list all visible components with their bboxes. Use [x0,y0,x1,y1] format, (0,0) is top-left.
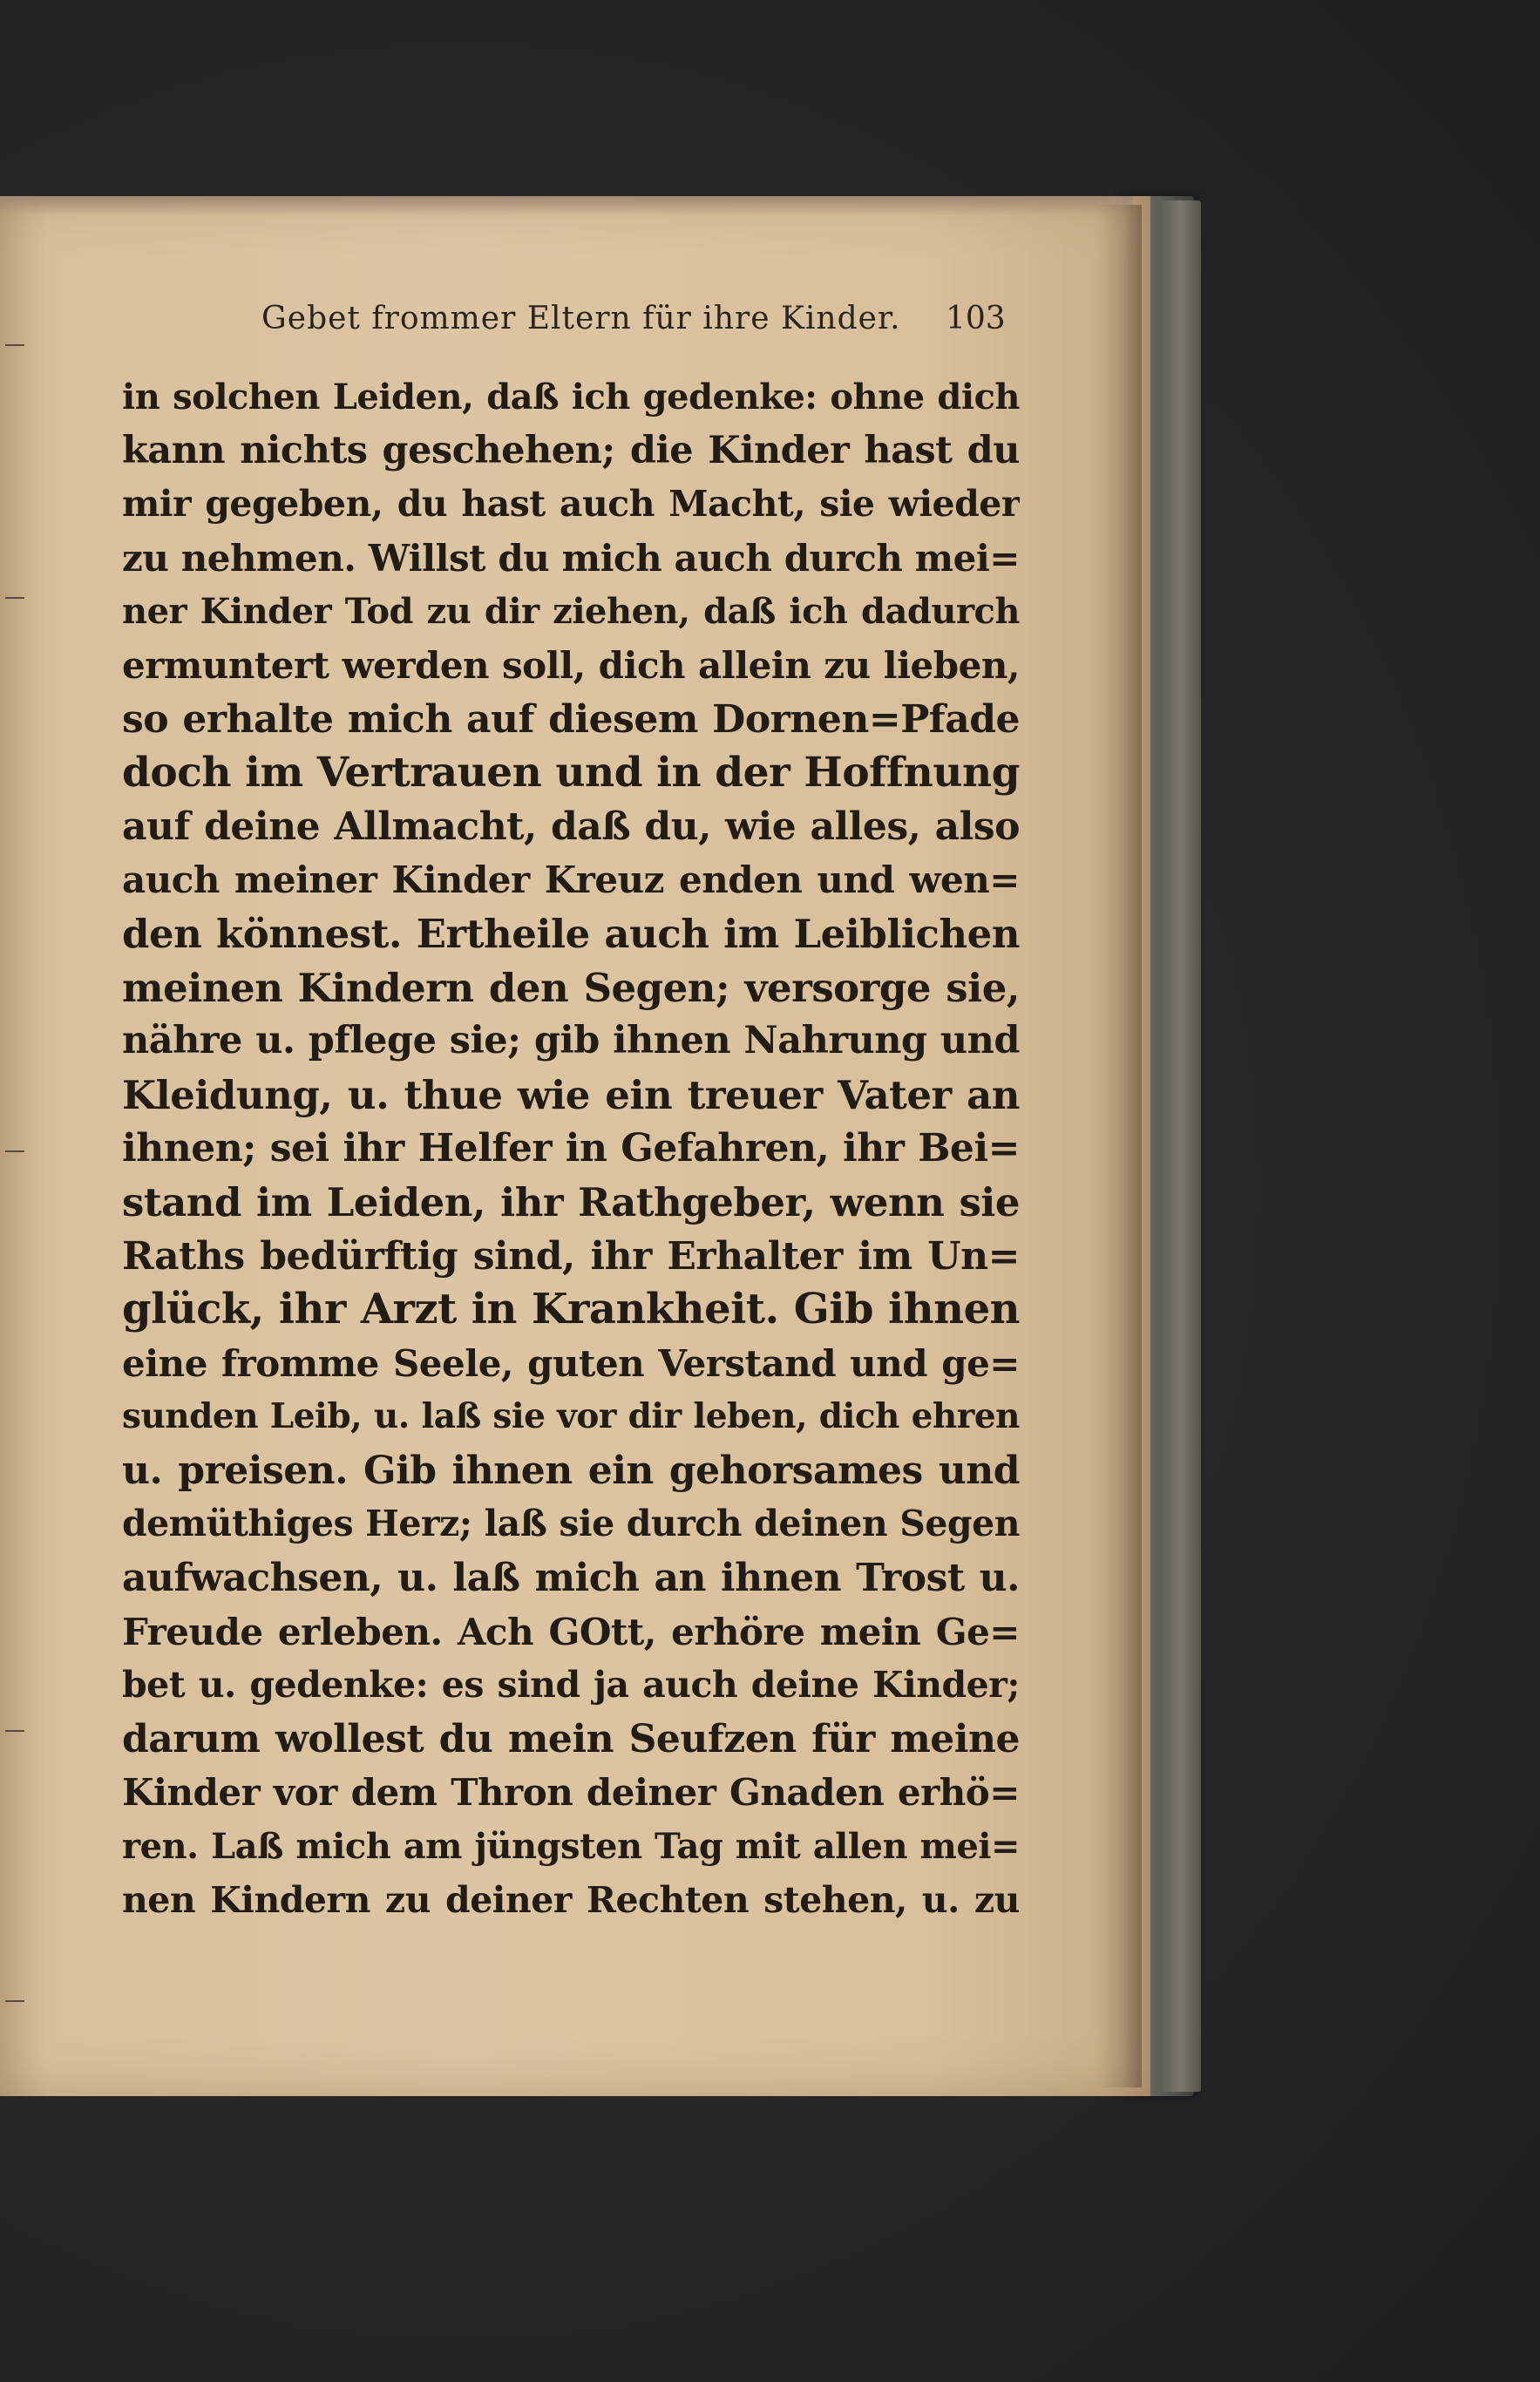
text-line: mir gegeben, du hast auch Macht, sie wieder [122,483,1020,526]
text-line: glück, ihr Arzt in Krankheit. Gib ihnen [122,1285,1020,1334]
text-line: so erhalte mich auf diesem Dornen=Pfade [122,696,1020,742]
text-line: doch im Vertrauen und in der Hoffnung [122,749,1020,797]
text-line: aufwachsen, u. laß mich an ihnen Trost u. [122,1556,1020,1601]
text-line: nen Kindern zu deiner Rechten stehen, u. zu [122,1878,1020,1921]
running-head-title: Gebet frommer Eltern für ihre Kinder. [261,301,901,336]
text-line: meinen Kindern den Segen; versorge sie, [122,964,1020,1011]
margin-tick [5,1150,24,1152]
text-line: zu nehmen. Willst du mich auch durch mei= [122,536,1020,580]
text-line: kann nichts geschehen; die Kinder hast du [122,428,1020,472]
text-line: bet u. gedenke: es sind ja auch deine Kinder; [122,1664,1020,1707]
text-line: Kleidung, u. thue wie ein treuer Vater an [122,1071,1020,1118]
text-line: sunden Leib, u. laß sie vor dir leben, dich ehren [122,1396,1020,1437]
page-gutter-shadow [1094,205,1142,2087]
text-line: auf deine Allmacht, daß du, wie alles, also [122,804,1020,849]
text-line: darum wollest du mein Seufzen für meine [122,1716,1020,1761]
text-line: ihnen; sei ihr Helfer in Gefahren, ihr Bei= [122,1126,1020,1171]
text-line: demüthiges Herz; laß sie durch deinen Segen [122,1503,1020,1545]
margin-tick [5,2000,24,2002]
text-line: Raths bedürftig sind, ihr Erhalter im Un= [122,1233,1020,1279]
page-number: 103 [946,301,1006,336]
margin-tick [5,1730,24,1732]
text-line: Freude erleben. Ach GOtt, erhöre mein Ge= [122,1610,1020,1653]
text-line: nähre u. pflege sie; gib ihnen Nahrung und [122,1019,1020,1063]
text-line: auch meiner Kinder Kreuz enden und wen= [122,858,1020,902]
text-line: den könnest. Ertheile auch im Leiblichen [122,910,1020,957]
text-line: u. preisen. Gib ihnen ein gehorsames und [122,1448,1020,1493]
margin-marks [0,196,35,2096]
text-line: ermuntert werden soll, dich allein zu lieben, [122,643,1020,687]
book-spine-edge [1159,200,1201,2092]
text-line: eine fromme Seele, guten Verstand und ge= [122,1341,1020,1385]
body-text [122,370,1020,1927]
running-head [0,301,1150,353]
margin-tick [5,597,24,599]
text-line: ren. Laß mich am jüngsten Tag mit allen mei= [122,1826,1020,1868]
page-top-shadow [0,196,1133,215]
text-line: stand im Leiden, ihr Rathgeber, wenn sie [122,1178,1020,1225]
text-line: Kinder vor dem Thron deiner Gnaden erhö= [122,1771,1020,1815]
text-line: ner Kinder Tod zu dir ziehen, daß ich dadurch [122,591,1020,633]
text-line: in solchen Leiden, daß ich gedenke: ohne dich [122,377,1020,417]
